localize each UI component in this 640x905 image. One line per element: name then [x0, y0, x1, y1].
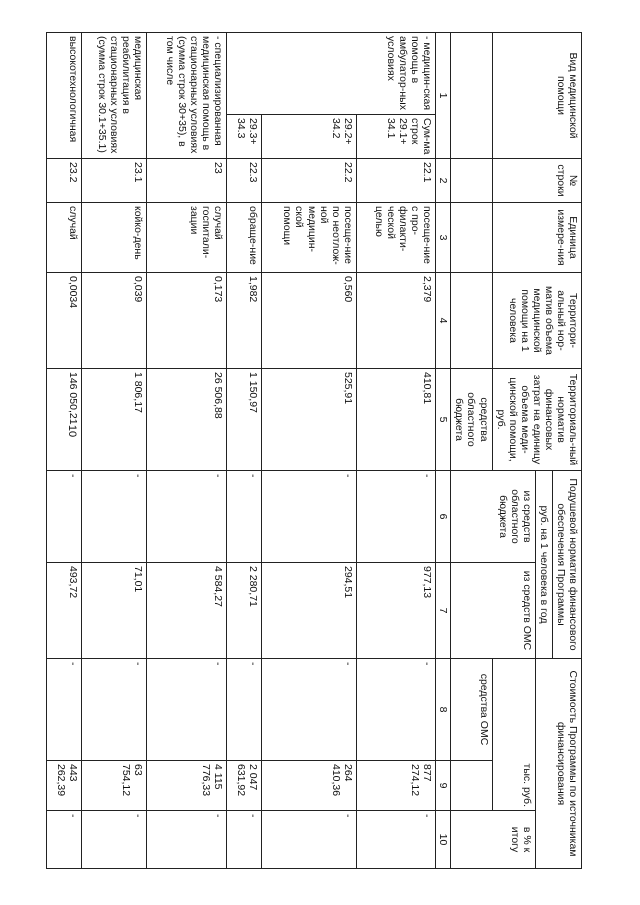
- col-number: 7: [436, 563, 451, 659]
- column-numbers-row: [436, 33, 451, 869]
- header-pc-oms: из средств ОМС: [451, 563, 535, 659]
- header-volume-norm: Территори-альный нор-матив объема медицинской помощи на 1 человека: [492, 273, 581, 369]
- cost-norm: 26 506,88: [147, 369, 227, 471]
- col-number: 1: [436, 33, 451, 159]
- unit: случай госпитали-зации: [147, 203, 227, 273]
- header-per-capita: Подушевой норматив финансового обеспечения Программы: [552, 471, 581, 659]
- unit: койко-день: [82, 203, 147, 273]
- cost-budget: -: [46, 659, 82, 761]
- table-row: [356, 33, 436, 869]
- care-type: высокотехнологичная: [46, 33, 82, 159]
- sum-rows: 29.3+ 34.3: [226, 115, 262, 159]
- row-no: 23.2: [46, 159, 82, 203]
- pc-budget: -: [262, 471, 356, 563]
- sum-rows: 29.2+ 34.2: [262, 115, 356, 159]
- header-cost-norm: Территориаль-ный норматив финансовых затрат на единицу объема меди-цинской помощи, руб.: [492, 369, 581, 471]
- cost-budget: -: [82, 659, 147, 761]
- cost-oms: 2 047 631,92: [226, 761, 262, 811]
- row-no: 22.1: [356, 159, 436, 203]
- cost-pct: -: [356, 811, 436, 869]
- cost-budget: -: [226, 659, 262, 761]
- cost-norm: 410,81: [356, 369, 436, 471]
- cost-pct: -: [262, 811, 356, 869]
- page-number: 10: [66, 424, 78, 438]
- pc-oms: 294,51: [262, 563, 356, 659]
- row-no: 22.2: [262, 159, 356, 203]
- volume-norm: 1,982: [226, 273, 262, 369]
- pc-oms: 71,01: [82, 563, 147, 659]
- col-number: 8: [436, 659, 451, 761]
- pc-oms: 4 584,27: [147, 563, 227, 659]
- pc-oms: 2 280,71: [226, 563, 262, 659]
- header-cost-pct: в % к итогу: [451, 811, 535, 869]
- col-number: 9: [436, 761, 451, 811]
- header-cost-budget: средства областного бюджета: [451, 369, 492, 471]
- cost-oms: 63 754,12: [82, 761, 147, 811]
- col-number: 6: [436, 471, 451, 563]
- cost-budget: -: [147, 659, 227, 761]
- header-pc-budget: из средств областного бюджета: [451, 471, 535, 563]
- col-number: 5: [436, 369, 451, 471]
- sum-label: Сум-ма строк: [409, 118, 434, 155]
- cost-oms: 4 115 776,33: [147, 761, 227, 811]
- medical-care-cost-table: [46, 32, 582, 869]
- header-type: Вид медицинской помощи: [492, 33, 581, 159]
- volume-norm: 0,173: [147, 273, 227, 369]
- header-unit: Единица измере-ния: [492, 203, 581, 273]
- pc-budget: -: [226, 471, 262, 563]
- sum-rows: 29.1+ 34.1: [385, 118, 410, 145]
- pc-budget: -: [147, 471, 227, 563]
- pc-oms: 977,13: [356, 563, 436, 659]
- table-row: [46, 33, 82, 869]
- cost-oms: 877 274,12: [356, 761, 436, 811]
- pc-oms: 493,72: [46, 563, 82, 659]
- cost-oms: 264 410,36: [262, 761, 356, 811]
- care-type: медицинская реабилитация в стационарных условиях (сумма строк 30.1+35.1): [82, 33, 147, 159]
- volume-norm: 0,560: [262, 273, 356, 369]
- header-program-cost: Стоимость Программы по источникам финансирования: [535, 659, 581, 869]
- col-number: 4: [436, 273, 451, 369]
- volume-norm: 0,039: [82, 273, 147, 369]
- sum-cell: [356, 115, 436, 159]
- unit: посеще-ние с про-филакти-ческой целью: [356, 203, 436, 273]
- col-number: 10: [436, 811, 451, 869]
- pc-budget: -: [46, 471, 82, 563]
- cost-norm: 1 150,97: [226, 369, 262, 471]
- group-label: - медицин-ская помощь в амбулатор-ных условиях: [226, 33, 435, 115]
- cost-pct: -: [147, 811, 227, 869]
- header-cost-oms: средства ОМС: [451, 659, 492, 761]
- cost-pct: -: [226, 811, 262, 869]
- row-no: 22.3: [226, 159, 262, 203]
- header-row-no: № строки: [492, 159, 581, 203]
- col-number: 3: [436, 203, 451, 273]
- table-row: [82, 33, 147, 869]
- cost-pct: -: [46, 811, 82, 869]
- unit: обраще-ние: [226, 203, 262, 273]
- rotated-table-container: [55, 32, 582, 868]
- table-row: [262, 33, 356, 869]
- unit: случай: [46, 203, 82, 273]
- cost-norm: 525,91: [262, 369, 356, 471]
- pc-budget: -: [82, 471, 147, 563]
- table-row: [147, 33, 227, 869]
- row-no: 23.1: [82, 159, 147, 203]
- cost-norm: 1 806,17: [82, 369, 147, 471]
- cost-budget: -: [262, 659, 356, 761]
- pc-budget: -: [356, 471, 436, 563]
- unit: посеще-ние по неотлож-ной медицин-ской помощи: [262, 203, 356, 273]
- table-row: [226, 33, 262, 869]
- cost-oms: 443 262,39: [46, 761, 82, 811]
- volume-norm: 2,379: [356, 273, 436, 369]
- row-no: 23: [147, 159, 227, 203]
- cost-pct: -: [82, 811, 147, 869]
- volume-norm: 0,0034: [46, 273, 82, 369]
- care-type: - специализированная медицинская помощь в стационарных условиях (сумма строк 30+35), в том числе: [147, 33, 227, 159]
- cost-norm: 146 050,21: [46, 369, 82, 471]
- header-cost-unit: тыс. руб.: [492, 659, 535, 811]
- header-per-capita-unit: руб. на 1 человека в год: [535, 471, 552, 659]
- col-number: 2: [436, 159, 451, 203]
- cost-budget: -: [356, 659, 436, 761]
